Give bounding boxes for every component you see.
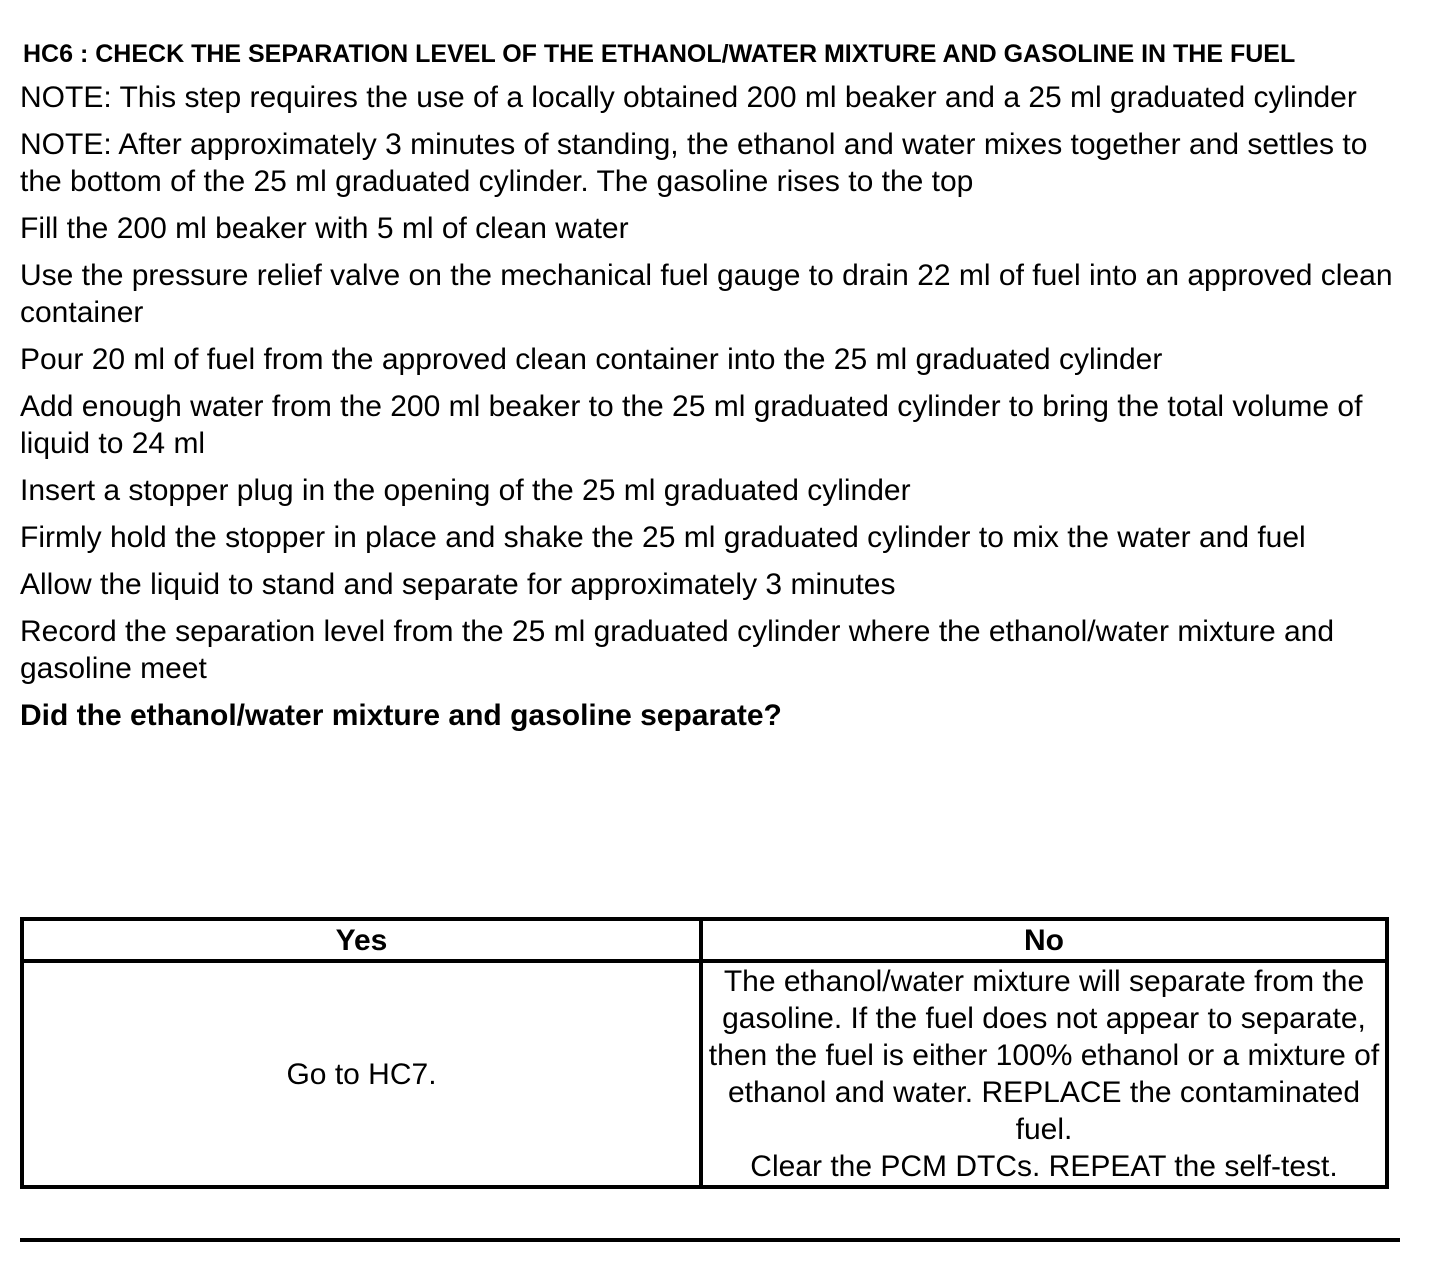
procedure-page: [20, 36, 1400, 734]
no-action-text: The ethanol/water mixture will separate from the gasoline. If the fuel does not appear to separate, then the fuel is either 100% ethanol or a mixture of ethanol and water. REPLACE the contaminated fuel.: [708, 965, 1380, 1146]
yes-action-cell: [22, 961, 701, 1187]
step-item: Use the pressure relief valve on the mechanical fuel gauge to drain 22 ml of fuel into an approved clean container: [20, 259, 1393, 329]
step-item: Fill the 200 ml beaker with 5 ml of clean water: [20, 212, 629, 245]
step-heading: HC6 : CHECK THE SEPARATION LEVEL OF THE ETHANOL/WATER MIXTURE AND GASOLINE IN THE FUEL: [23, 40, 1296, 68]
step-item: Allow the liquid to stand and separate for approximately 3 minutes: [20, 568, 896, 601]
yes-column-header: Yes: [22, 919, 701, 961]
step-list: [20, 79, 1400, 687]
decision-question: Did the ethanol/water mixture and gasoline separate?: [20, 699, 782, 732]
decision-table: [20, 917, 1389, 1189]
step-item: Add enough water from the 200 ml beaker to the 25 ml graduated cylinder to bring the total volume of liquid to 24 ml: [20, 390, 1363, 460]
step-item: NOTE: This step requires the use of a locally obtained 200 ml beaker and a 25 ml graduated cylinder: [20, 81, 1357, 114]
step-item: Firmly hold the stopper in place and shake the 25 ml graduated cylinder to mix the water and fuel: [20, 521, 1306, 554]
no-column-header: No: [701, 919, 1387, 961]
footer-divider: [20, 1238, 1400, 1242]
yes-action-text: Go to HC7.: [286, 1057, 437, 1091]
step-item: NOTE: After approximately 3 minutes of standing, the ethanol and water mixes together and settles to the bottom of the 25 ml graduated cylinder. The gasoline rises to the top: [20, 128, 1368, 198]
decision-header-row: [22, 919, 1387, 961]
step-item: Record the separation level from the 25 ml graduated cylinder where the ethanol/water mixture and gasoline meet: [20, 615, 1335, 685]
step-item: Insert a stopper plug in the opening of the 25 ml graduated cylinder: [20, 474, 911, 507]
decision-action-row: [22, 961, 1387, 1187]
no-action-followup: Clear the PCM DTCs. REPEAT the self-test.: [750, 1150, 1338, 1183]
step-item: Pour 20 ml of fuel from the approved clean container into the 25 ml graduated cylinder: [20, 343, 1163, 376]
no-action-cell: [701, 961, 1387, 1187]
